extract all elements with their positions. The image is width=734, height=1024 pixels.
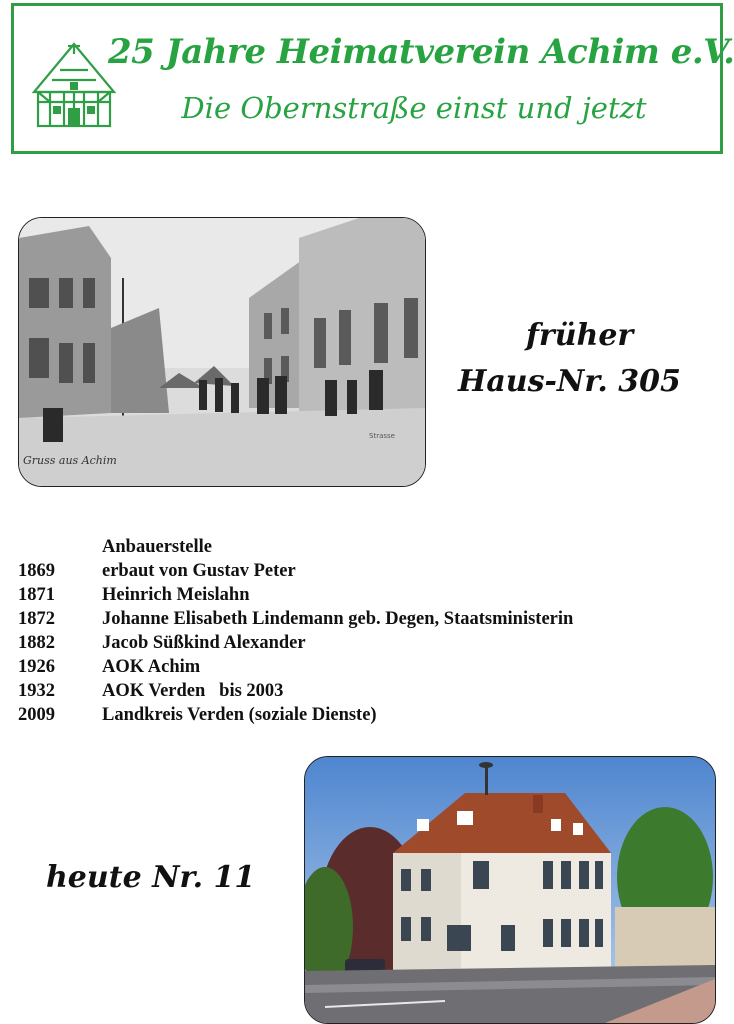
now-label: heute Nr. 11: [46, 860, 256, 895]
history-year: 1932: [18, 681, 55, 701]
history-row: [18, 631, 573, 655]
history-row: [18, 559, 573, 583]
history-text: Anbauerstelle: [102, 537, 212, 557]
history-text: Johanne Elisabeth Lindemann geb. Degen, Staatsministerin: [102, 609, 574, 629]
history-text: Jacob Süßkind Alexander: [102, 633, 306, 653]
header-banner: [11, 3, 734, 154]
history-text: erbaut von Gustav Peter: [102, 561, 296, 581]
history-row: [18, 655, 573, 679]
header-title: 25 Jahre Heimatverein Achim e.V.: [108, 32, 734, 72]
history-year: 1926: [18, 657, 55, 677]
history-row: [18, 583, 573, 607]
history-year: 1871: [18, 585, 55, 605]
history-year: 1872: [18, 609, 55, 629]
history-year: 1882: [18, 633, 55, 653]
half-timbered-house-icon: [28, 40, 120, 130]
modern-building-photo: [304, 756, 716, 1024]
history-text: AOK Achim: [102, 657, 201, 677]
old-photo-caption: Gruss aus Achim: [23, 454, 117, 467]
history-row: [18, 535, 573, 559]
history-row: [18, 679, 573, 703]
house-history-list: [18, 535, 573, 727]
then-house-number: Haus-Nr. 305: [458, 364, 681, 399]
history-text: AOK Verden bis 2003: [102, 681, 284, 701]
then-label: früher: [526, 318, 634, 353]
header-subtitle: Die Obernstraße einst und jetzt: [181, 91, 647, 125]
history-row: [18, 703, 573, 727]
street-sign-text: Strasse: [369, 432, 395, 440]
history-year: 2009: [18, 705, 55, 725]
history-year: 1869: [18, 561, 55, 581]
history-year: [18, 535, 102, 559]
historic-street-photo: [18, 217, 426, 487]
history-text: Heinrich Meislahn: [102, 585, 250, 605]
history-row: [18, 607, 573, 631]
history-text: Landkreis Verden (soziale Dienste): [102, 705, 377, 725]
